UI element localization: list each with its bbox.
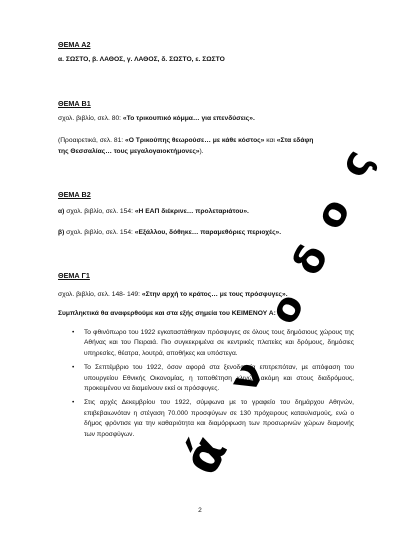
- a2-answers-text: α. ΣΩΣΤΟ, β. ΛΑΘΟΣ, γ. ΛΑΘΟΣ, δ. ΣΩΣΤΟ, ε. ΣΩΣΤΟ: [58, 56, 225, 63]
- g1-source-quote: «Στην αρχή το κράτος… με τους πρόσφυγες».: [141, 291, 288, 298]
- b1-line-3: [58, 147, 204, 157]
- b1-line3-suffix: ).: [199, 148, 204, 155]
- g1-source-prefix: σχολ. βιβλίο, σελ. 148- 149:: [58, 291, 142, 298]
- b1-line1-prefix: σχολ. βιβλίο, σελ. 80:: [58, 115, 123, 122]
- g1-source: [58, 290, 288, 300]
- heading-b1: ΘΕΜΑ Β1: [58, 99, 91, 108]
- page-number: 2: [198, 507, 202, 514]
- heading-b2: ΘΕΜΑ Β2: [58, 190, 91, 199]
- bullet-icon: •: [72, 399, 75, 407]
- heading-a2: ΘΕΜΑ Α2: [58, 40, 91, 49]
- watermark-letter: δ: [284, 236, 338, 283]
- b2-item-b: [58, 228, 281, 238]
- b1-line2-mid: και: [264, 137, 277, 144]
- b1-line2-quote2: «Στα εδάφη: [276, 137, 314, 144]
- watermark-letter: ο: [306, 190, 360, 237]
- bullet-icon: •: [72, 329, 75, 336]
- list-item: [58, 363, 354, 394]
- list-item: [58, 398, 354, 440]
- list-item-text: Στις αρχές Δεκεμβρίου του 1922, σύμφωνα με το γραφείο του δημάρχου Αθηνών, επιβεβαιωνόταν η στέγαση 70.000 προσφύγων σε 130 πρόχειρους καταυλισμούς, ενώ ο δήμος φρόντισε για την καθαριότητα και διαμόρφωση των προσωρινών χώρων διαμονής των προσφύγων.: [84, 399, 354, 438]
- a2-answers: [58, 55, 225, 65]
- b2-b-prefix: σχολ. βιβλίο, σελ. 154:: [64, 229, 135, 236]
- b2-a-quote: «Η ΕΑΠ διέκρινε… προλεταριάτου».: [134, 208, 249, 215]
- list-item: [58, 328, 354, 359]
- watermark-letter: ά: [171, 426, 239, 484]
- b1-line2-prefix: (Προαιρετικά, σελ. 81:: [58, 137, 126, 144]
- b1-line2-quote1: «Ο Τρικούπης θεωρούσε… με κάθε κόστος»: [125, 137, 265, 144]
- heading-g1: ΘΕΜΑ Γ1: [58, 271, 90, 280]
- g1-bullet-list: [58, 328, 354, 444]
- b1-line1-quote: «Το τρικουπικό κόμμα… για επενδύσεις».: [122, 115, 255, 122]
- b2-b-label: β): [58, 229, 65, 236]
- b2-item-a: [58, 207, 249, 217]
- b2-a-prefix: σχολ. βιβλίο, σελ. 154:: [64, 208, 135, 215]
- watermark-letter: ν: [220, 354, 274, 400]
- b1-line-2: [58, 136, 313, 146]
- b1-line-1: [58, 114, 255, 124]
- list-item-text: Το Σεπτέμβριο του 1922, όσον αφορά στα ξενοδοχεία επιτρεπόταν, με απόφαση του υπουργείου Εθνικής Οικονομίας, η τοποθέτηση κλινών ακόμη και στους διαδρόμους, προκειμένου να διαμείνουν εκεί οι πρόσφυγες.: [84, 364, 354, 393]
- b1-line3-quote: της Θεσσαλίας… τους μεγαλογαιοκτήμονες»: [58, 148, 200, 155]
- b2-a-label: α): [58, 208, 65, 215]
- bullet-icon: •: [72, 364, 75, 372]
- watermark-letter: ς: [330, 142, 382, 185]
- list-item-text: Το φθινόπωρο του 1922 εγκαταστάθηκαν πρόσφυγες σε όλους τους δημόσιους χώρους της Αθήνας και του Πειραιά. Πιο συγκεκριμένα σε κεντρικές πλατείες και δρόμους, δημόσιες υπηρεσίες, θέατρα, λουτρά, αποθήκες και υπόστεγα.: [84, 329, 354, 357]
- watermark-letter: ο: [260, 285, 314, 332]
- g1-subheading-text: Συμπληκτικά θα αναφερθούμε και στα εξής σημεία του ΚΕΙΜΕΝΟΥ Α:: [58, 310, 276, 317]
- b2-b-quote: «Εξάλλου, δόθηκε… παραμεθόριες περιοχές».: [134, 229, 282, 236]
- g1-subheading: [58, 309, 276, 319]
